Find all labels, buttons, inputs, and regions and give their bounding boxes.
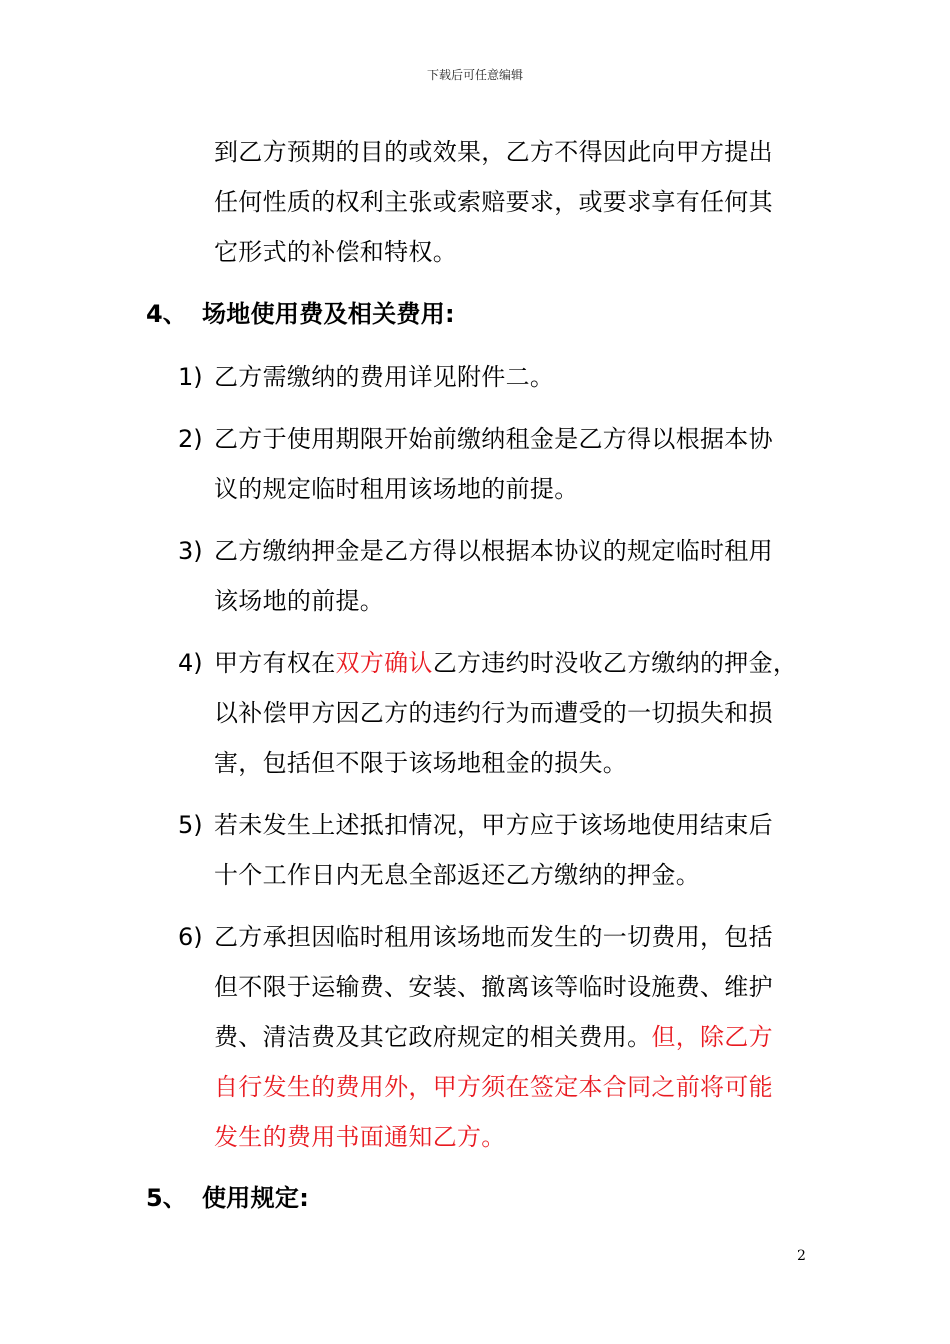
item-3-number: 3) bbox=[178, 537, 203, 565]
item-2-line-1: 乙方于使用期限开始前缴纳租金是乙方得以根据本协 bbox=[214, 425, 773, 453]
item-4-number: 4) bbox=[178, 649, 203, 677]
item-1-line-1: 乙方需缴纳的费用详见附件二。 bbox=[214, 363, 555, 391]
page-header: 下载后可任意编辑 bbox=[426, 68, 523, 82]
item-4-line-1-start: 甲方有权在 bbox=[214, 649, 336, 677]
item-5-line-1: 若未发生上述抵扣情况，甲方应于该场地使用结束后 bbox=[214, 811, 773, 839]
item-4-line-1-end: 乙方违约时没收乙方缴纳的押金， bbox=[432, 649, 798, 677]
item-5-line-2: 十个工作日内无息全部返还乙方缴纳的押金。 bbox=[214, 861, 700, 889]
intro-line-3: 它形式的补偿和特权。 bbox=[214, 238, 457, 266]
item-6-line-1: 乙方承担因临时租用该场地而发生的一切费用，包括 bbox=[214, 923, 773, 951]
intro-line-2: 任何性质的权利主张或索赔要求，或要求享有任何其 bbox=[214, 188, 773, 216]
item-4-line-2: 以补偿甲方因乙方的违约行为而遭受的一切损失和损 bbox=[214, 699, 773, 727]
item-6-line-2: 但不限于运输费、安装、撤离该等临时设施费、维护 bbox=[214, 973, 773, 1001]
section-4-number: 4、 bbox=[146, 300, 187, 328]
section-4-title: 场地使用费及相关费用: bbox=[202, 300, 455, 328]
item-6-line-3-red: 但，除乙方 bbox=[651, 1023, 773, 1051]
item-3-line-1: 乙方缴纳押金是乙方得以根据本协议的规定临时租用 bbox=[214, 537, 773, 565]
item-1-number: 1) bbox=[178, 363, 203, 391]
item-6-line-5: 发生的费用书面通知乙方。 bbox=[214, 1123, 506, 1151]
item-4-line-3: 害，包括但不限于该场地租金的损失。 bbox=[214, 749, 628, 777]
item-4-highlight: 双方确认 bbox=[335, 649, 433, 677]
section-5-number: 5、 bbox=[146, 1184, 187, 1212]
item-2-number: 2) bbox=[178, 425, 203, 453]
section-5-title: 使用规定: bbox=[202, 1184, 310, 1212]
item-5-number: 5) bbox=[178, 811, 203, 839]
item-6-number: 6) bbox=[178, 923, 203, 951]
item-6-line-3-start: 费、清洁费及其它政府规定的相关费用。 bbox=[214, 1023, 652, 1051]
item-4-line-1 bbox=[214, 647, 797, 679]
item-6-line-4: 自行发生的费用外，甲方须在签定本合同之前将可能 bbox=[214, 1073, 773, 1101]
page-number: 2 bbox=[797, 1248, 806, 1264]
item-3-line-2: 该场地的前提。 bbox=[214, 587, 385, 615]
item-2-line-2: 议的规定临时租用该场地的前提。 bbox=[214, 475, 579, 503]
intro-line-1: 到乙方预期的目的或效果，乙方不得因此向甲方提出 bbox=[214, 138, 773, 166]
item-6-line-3 bbox=[214, 1021, 773, 1053]
